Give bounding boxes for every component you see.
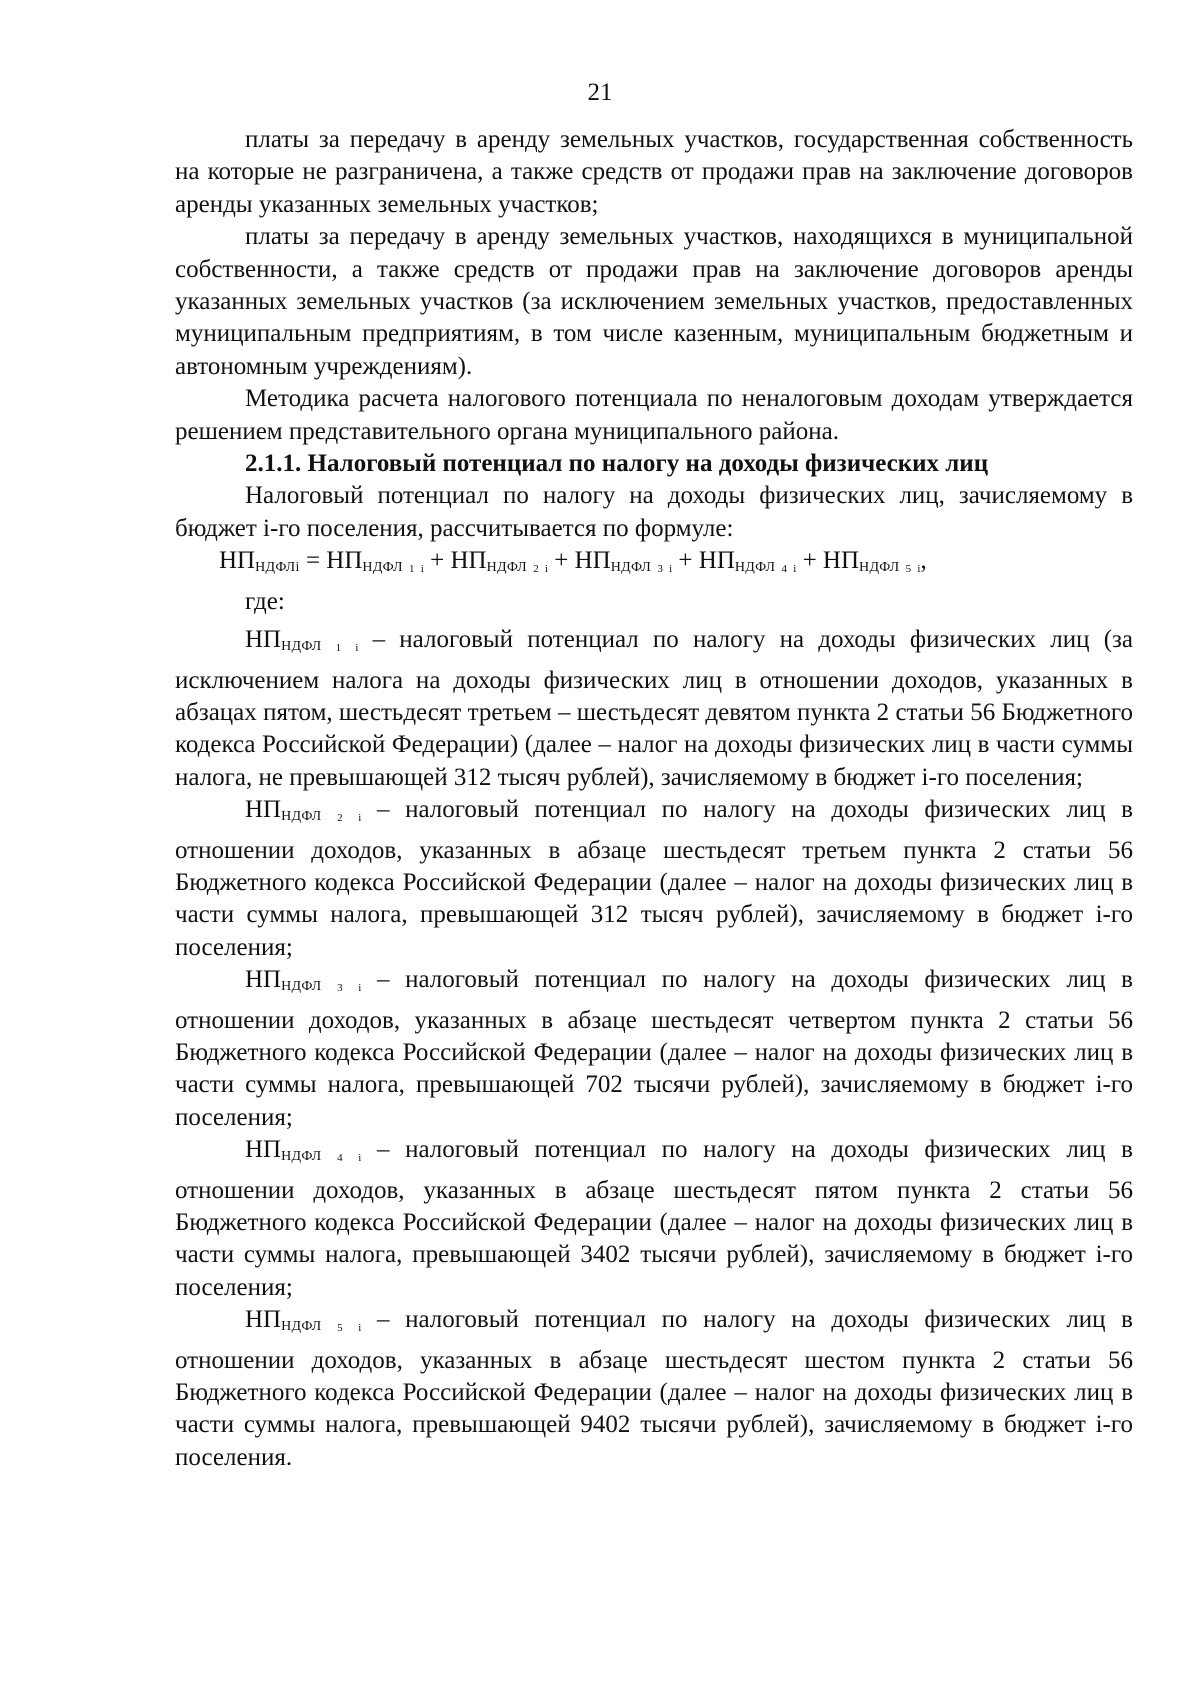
paragraph-land-lease-municipal: платы за передачу в аренду земельных участков, находящихся в муниципальной собственности, а также средств от продажи прав на заключение договоров аренды указанных земельных участков (за исключением земельных участков, предоставленных муниципальным предприятиям, в том числе казенным, муниципальным бюджетным и автономным учреждениям). (175, 223, 1133, 380)
definition-ndfl-1: $НП_{НДФЛ}$ 1 i – налоговый потенциал по налогу на доходы физических лиц (за исключением налога на доходы физических лиц в отношении доходов, указанных в абзацах пятом, шестьдесят третьем – шестьдесят девятом пункта 2 статьи 56 Бюджетного кодекса Российской Федерации) (далее – налог на доходы физических лиц в части суммы налога, не превышающей 312 тысяч рублей), зачисляемому в бюджет i-го поселения; (175, 626, 1134, 791)
paragraph-methodology: Методика расчета налогового потенциала по неналоговым доходам утверждается решением представительного органа муниципального района. (175, 385, 1133, 445)
definition-term: $НП_{НДФЛ}$ 2 i (245, 796, 362, 825)
definition-ndfl-4: $НП_{НДФЛ}$ 4 i – налоговый потенциал по налогу на доходы физических лиц в отношении доходов, указанных в абзаце шестьдесят пятом пункта 2 статьи 56 Бюджетного кодекса Российской Федерации (далее – налог на доходы физических лиц в части суммы налога, превышающей 3402 тысячи рублей), зачисляемому в бюджет i-го поселения; (175, 1136, 1133, 1301)
page-number: 21 (587, 79, 613, 106)
definition-ndfl-3: $НП_{НДФЛ}$ 3 i – налоговый потенциал по налогу на доходы физических лиц в отношении доходов, указанных в абзаце шестьдесят четвертом пункта 2 статьи 56 Бюджетного кодекса Российской Федерации (далее – налог на доходы физических лиц в части суммы налога, превышающей 702 тысячи рублей), зачисляемому в бюджет i-го поселения; (175, 966, 1133, 1131)
paragraph-formula-intro: Налоговый потенциал по налогу на доходы физических лиц, зачисляемому в бюджет i-го поселения, рассчитывается по формуле: (175, 482, 1133, 542)
formula-term-1: $НП_{НДФЛ}$ 1 i (326, 547, 424, 576)
formula-term-4: $НП_{НДФЛ}$ 4 i (698, 547, 797, 576)
formula-where: где: (245, 587, 285, 615)
formula: $НП_{НДФЛi} = НП_{НДФЛ}$ 1 $i + НП_{НДФЛ}$ 2 $i + НП_{НДФЛ}$ 3 $i + НП_{НДФЛ}$ 4 $i + НП_{НДФЛ}$ 5 i, (219, 547, 927, 576)
formula-lhs: $НП_{НДФЛi}$ (219, 547, 300, 576)
definition-term: $НП_{НДФЛ}$ 5 i (245, 1306, 362, 1335)
definition-term: $НП_{НДФЛ}$ 3 i (245, 966, 362, 995)
definition-ndfl-2: $НП_{НДФЛ}$ 2 i – налоговый потенциал по налогу на доходы физических лиц в отношении доходов, указанных в абзаце шестьдесят третьем пункта 2 статьи 56 Бюджетного кодекса Российской Федерации (далее – налог на доходы физических лиц в части суммы налога, превышающей 312 тысяч рублей), зачисляемому в бюджет i-го поселения; (175, 796, 1133, 961)
formula-term-2: $НП_{НДФЛ}$ 2 i (450, 547, 548, 576)
paragraph-land-lease-state: платы за передачу в аренду земельных участков, государственная собственность на которые не разграничена, а также средств от продажи прав на заключение договоров аренды указанных земельных участков; (175, 126, 1133, 218)
definition-ndfl-5: $НП_{НДФЛ}$ 5 i – налоговый потенциал по налогу на доходы физических лиц в отношении доходов, указанных в абзаце шестьдесят шестом пункта 2 статьи 56 Бюджетного кодекса Российской Федерации (далее – налог на доходы физических лиц в части суммы налога, превышающей 9402 тысячи рублей), зачисляемому в бюджет i-го поселения. (175, 1306, 1133, 1471)
formula-term-5: $НП_{НДФЛ}$ 5 i (822, 547, 921, 576)
document-body (175, 124, 1133, 1474)
formula-term-3: $НП_{НДФЛ}$ 3 i (574, 547, 673, 576)
definition-term: $НП_{НДФЛ}$ 4 i (245, 1136, 362, 1165)
definition-term: $НП_{НДФЛ}$ 1 i (245, 626, 359, 655)
section-heading: 2.1.1. Налоговый потенциал по налогу на доходы физических лиц (245, 450, 989, 478)
